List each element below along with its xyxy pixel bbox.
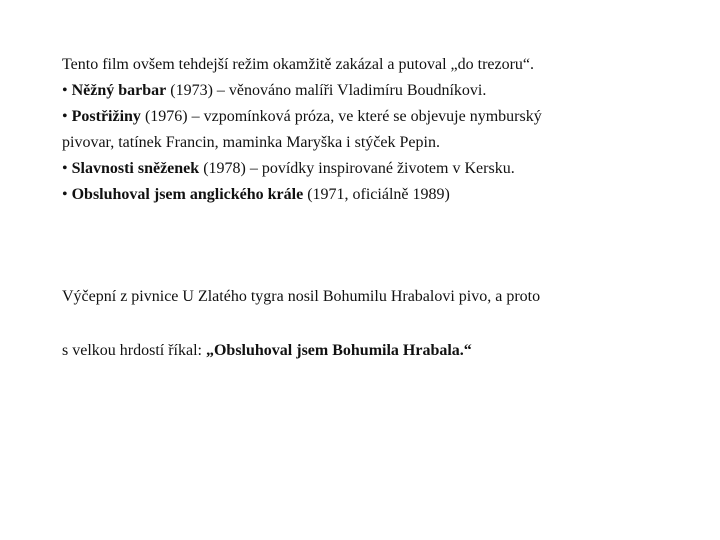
intro-line: Tento film ovšem tehdejší režim okamžitě zakázal a putoval „do trezoru“. [62, 56, 535, 73]
works-list [62, 52, 682, 208]
anecdote-paragraph [62, 284, 682, 364]
bullet: • [62, 82, 68, 99]
anecdote-quote: „Obsluhoval jsem Bohumila Hrabala.“ [205, 342, 472, 359]
work-title: Slavnosti sněženek [71, 160, 200, 177]
work-title: Něžný barbar [71, 82, 167, 99]
list-item-nezny-barbar [62, 78, 682, 104]
anecdote-line-2 [62, 338, 682, 364]
work-detail: (1976) – vzpomínková próza, ve které se objevuje nymburský [140, 108, 542, 125]
anecdote-line-1: Výčepní z pivnice U Zlatého tygra nosil Bohumilu Hrabalovi pivo, a proto [62, 288, 541, 305]
list-item-postrizinny-continuation: pivovar, tatínek Francin, maminka Maryška i stýček Pepin. [62, 134, 440, 151]
work-detail: (1971, oficiálně 1989) [303, 186, 450, 203]
list-item-postrizinny [62, 104, 682, 130]
work-detail: (1978) – povídky inspirované životem v Kersku. [199, 160, 515, 177]
bullet: • [62, 186, 68, 203]
list-item-obsluhoval-krale [62, 182, 682, 208]
anecdote-line-2-start: s velkou hrdostí říkal: [62, 342, 206, 359]
work-title: Obsluhoval jsem anglického krále [71, 186, 304, 203]
work-title: Postřižiny [71, 108, 141, 125]
bullet: • [62, 160, 68, 177]
bullet: • [62, 108, 68, 125]
list-item-slavnosti-snezenek [62, 156, 682, 182]
work-detail: (1973) – věnováno malíři Vladimíru Boudníkovi. [166, 82, 487, 99]
